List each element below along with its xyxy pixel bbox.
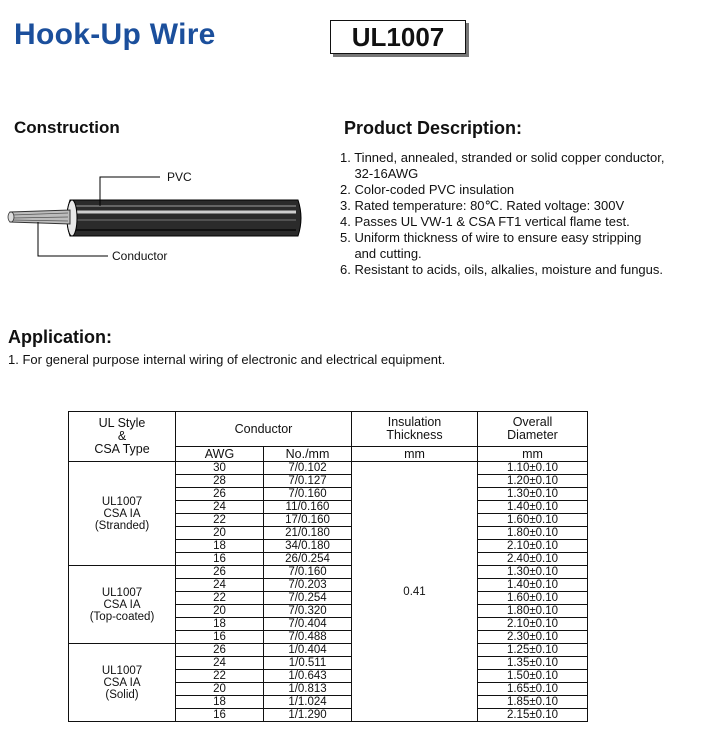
no-mm-cell: 7/0.127	[264, 475, 352, 488]
style-header	[69, 412, 176, 462]
no-mm-cell: 1/0.404	[264, 644, 352, 657]
type-cell	[69, 644, 176, 722]
diameter-cell: 1.30±0.10	[478, 488, 588, 501]
awg-cell: 16	[176, 709, 264, 722]
page-title: Hook-Up Wire	[14, 18, 216, 51]
diameter-cell: 1.50±0.10	[478, 670, 588, 683]
header-text: Overall	[512, 415, 553, 429]
diameter-cell: 1.60±0.10	[478, 592, 588, 605]
no-mm-cell: 7/0.160	[264, 566, 352, 579]
diameter-cell: 1.25±0.10	[478, 644, 588, 657]
diameter-cell: 2.40±0.10	[478, 553, 588, 566]
list-item: 5. Uniform thickness of wire to ensure easy stripping	[340, 230, 642, 245]
awg-cell: 22	[176, 592, 264, 605]
awg-cell: 24	[176, 657, 264, 670]
type-text: CSA IA	[103, 676, 141, 689]
diameter-cell: 1.85±0.10	[478, 696, 588, 709]
header-text: Diameter	[507, 428, 558, 442]
no-mm-cell: 1/1.024	[264, 696, 352, 709]
diameter-cell: 1.10±0.10	[478, 462, 588, 475]
list-item: 4. Passes UL VW-1 & CSA FT1 vertical flame test.	[340, 214, 630, 229]
type-text: UL1007	[101, 664, 143, 677]
construction-heading: Construction	[14, 118, 120, 137]
no-mm-cell: 26/0.254	[264, 553, 352, 566]
diameter-cell: 1.40±0.10	[478, 579, 588, 592]
no-mm-cell: 7/0.160	[264, 488, 352, 501]
type-text: CSA IA	[103, 598, 141, 611]
table-header-row	[69, 412, 588, 447]
no-mm-cell: 7/0.203	[264, 579, 352, 592]
awg-cell: 28	[176, 475, 264, 488]
product-description-heading: Product Description:	[344, 118, 523, 138]
list-item: 2. Color-coded PVC insulation	[340, 182, 515, 197]
no-mm-cell: 17/0.160	[264, 514, 352, 527]
diameter-cell: 1.80±0.10	[478, 527, 588, 540]
no-mm-cell: 7/0.404	[264, 618, 352, 631]
awg-cell: 18	[176, 618, 264, 631]
no-mm-cell: 21/0.180	[264, 527, 352, 540]
table-body	[69, 462, 588, 722]
awg-cell: 16	[176, 553, 264, 566]
awg-cell: 30	[176, 462, 264, 475]
type-text: (Stranded)	[94, 519, 150, 532]
type-text: UL1007	[101, 586, 143, 599]
awg-cell: 24	[176, 579, 264, 592]
no-mm-cell: 7/0.488	[264, 631, 352, 644]
diameter-cell: 2.15±0.10	[478, 709, 588, 722]
header-text: Thickness	[386, 428, 443, 442]
model-badge: UL1007	[330, 20, 466, 54]
diameter-cell: 1.40±0.10	[478, 501, 588, 514]
application-text: 1. For general purpose internal wiring of electronic and electrical equipment.	[8, 352, 446, 367]
awg-cell: 18	[176, 696, 264, 709]
list-item: and cutting.	[340, 246, 422, 261]
header-text: UL Style	[98, 416, 146, 430]
diameter-cell: 2.30±0.10	[478, 631, 588, 644]
diameter-cell: 2.10±0.10	[478, 618, 588, 631]
list-item: 6. Resistant to acids, oils, alkalies, moisture and fungus.	[340, 262, 663, 277]
no-mm-cell: 1/1.290	[264, 709, 352, 722]
no-mm-cell: 11/0.160	[264, 501, 352, 514]
conductor-header: Conductor	[176, 412, 352, 447]
conductor-label: Conductor	[112, 249, 168, 263]
diameter-cell: 1.65±0.10	[478, 683, 588, 696]
type-cell	[69, 566, 176, 644]
awg-cell: 20	[176, 605, 264, 618]
table-row	[69, 462, 588, 475]
awg-cell: 22	[176, 514, 264, 527]
insulation-header	[352, 412, 478, 447]
awg-cell: 26	[176, 566, 264, 579]
diameter-cell: 1.80±0.10	[478, 605, 588, 618]
type-cell	[69, 462, 176, 566]
product-description-list	[340, 150, 665, 278]
awg-cell: 26	[176, 488, 264, 501]
diameter-header	[478, 412, 588, 447]
no-mm-cell: 1/0.511	[264, 657, 352, 670]
header-text: &	[117, 429, 127, 443]
awg-cell: 18	[176, 540, 264, 553]
awg-cell: 22	[176, 670, 264, 683]
awg-cell: 24	[176, 501, 264, 514]
diameter-unit: mm	[478, 447, 588, 462]
header-text: CSA Type	[94, 442, 150, 456]
diameter-cell: 1.30±0.10	[478, 566, 588, 579]
list-item: 3. Rated temperature: 80℃. Rated voltage: 300V	[340, 198, 625, 213]
awg-cell: 20	[176, 527, 264, 540]
table-row	[69, 566, 588, 579]
no-mm-cell: 34/0.180	[264, 540, 352, 553]
insulation-cell: 0.41	[352, 462, 478, 722]
awg-cell: 16	[176, 631, 264, 644]
table-row	[69, 644, 588, 657]
diameter-cell: 1.20±0.10	[478, 475, 588, 488]
no-mm-cell: 7/0.102	[264, 462, 352, 475]
type-text: (Solid)	[105, 688, 139, 701]
no-mm-cell: 7/0.254	[264, 592, 352, 605]
no-mm-header: No./mm	[264, 447, 352, 462]
header-text: Insulation	[387, 415, 442, 429]
list-item: 1. Tinned, annealed, stranded or solid copper conductor,	[340, 150, 665, 165]
type-text: UL1007	[101, 495, 143, 508]
pvc-label: PVC	[167, 170, 192, 184]
no-mm-cell: 1/0.643	[264, 670, 352, 683]
no-mm-cell: 7/0.320	[264, 605, 352, 618]
awg-cell: 20	[176, 683, 264, 696]
list-item: 32-16AWG	[340, 166, 419, 181]
type-text: (Top-coated)	[89, 610, 155, 623]
diameter-cell: 2.10±0.10	[478, 540, 588, 553]
diameter-cell: 1.35±0.10	[478, 657, 588, 670]
diameter-cell: 1.60±0.10	[478, 514, 588, 527]
awg-cell: 26	[176, 644, 264, 657]
insulation-unit: mm	[352, 447, 478, 462]
no-mm-cell: 1/0.813	[264, 683, 352, 696]
type-text: CSA IA	[103, 507, 141, 520]
application-heading: Application:	[8, 327, 112, 347]
awg-header: AWG	[176, 447, 264, 462]
spec-table	[68, 411, 588, 722]
